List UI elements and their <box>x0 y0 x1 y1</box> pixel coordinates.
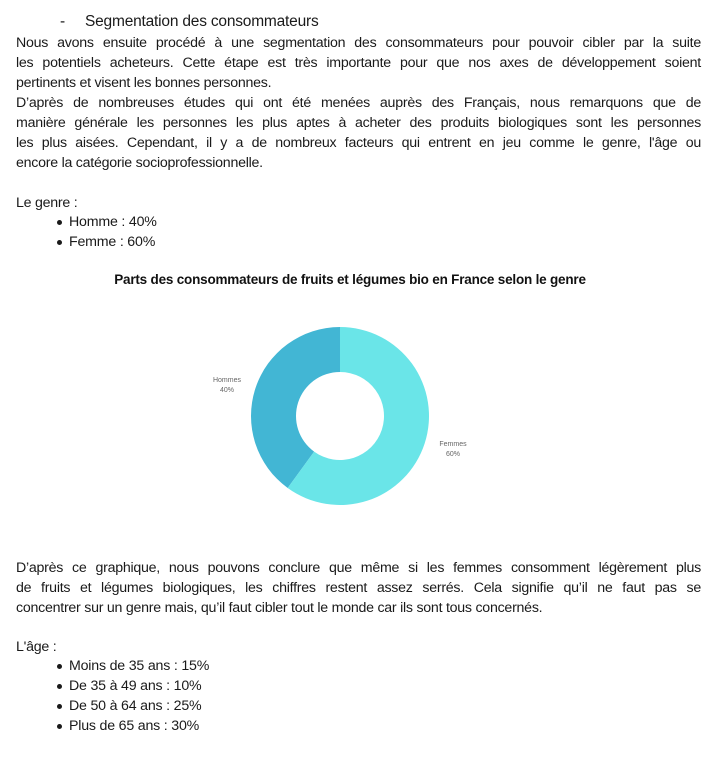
paragraph-line: manière générale les personnes les plus aptes à acheter des produits biologiques sont les personnes <box>16 115 701 131</box>
slice-label-femmes <box>431 440 475 460</box>
paragraph-line: Nous avons ensuite procédé à une segmentation des consommateurs pour pouvoir cibler par la suite <box>16 35 701 51</box>
slice-label-name: Femmes <box>439 441 467 448</box>
bullet-icon <box>57 684 62 689</box>
slice-label-value: 40% <box>219 387 234 394</box>
slice-label-value: 60% <box>445 451 460 458</box>
bullet-icon <box>57 704 62 709</box>
paragraph-line: les potentiels acheteurs. Cette étape est très importante pour que nos axes de développement soient <box>16 55 701 71</box>
donut-svg <box>0 300 717 540</box>
list-item <box>16 656 701 676</box>
bullet-icon <box>57 724 62 729</box>
section-title: Segmentation des consommateurs <box>85 13 319 30</box>
section-heading <box>16 12 701 34</box>
slice-label-hommes <box>205 376 249 396</box>
slice-label-name: Hommes <box>212 377 241 384</box>
bullet-icon <box>57 664 62 669</box>
list-item <box>16 676 701 696</box>
list-item-text: Plus de 65 ans : 30% <box>69 718 200 734</box>
list-item <box>16 696 701 716</box>
paragraph-line: les plus aisées. Cependant, il y a de nombreux facteurs qui entrent en jeu comme le genre, l'âge ou <box>16 135 701 151</box>
list-item <box>16 716 701 736</box>
list-item <box>16 232 701 252</box>
paragraph-line: concentrer sur un genre mais, qu’il faut cibler tout le monde car ils sont tous concernés. <box>16 600 543 616</box>
paragraph-line: pertinents et visent les bonnes personnes. <box>16 75 272 91</box>
gender-label: Le genre : <box>16 195 78 211</box>
list-item-text: Femme : 60% <box>69 234 156 250</box>
age-label: L'âge : <box>16 639 57 655</box>
list-item-text: Homme : 40% <box>69 214 157 230</box>
bullet-icon <box>57 220 62 225</box>
list-item-text: Moins de 35 ans : 15% <box>69 658 210 674</box>
chart-title: Parts des consommateurs de fruits et légumes bio en France selon le genre <box>114 272 586 287</box>
heading-dash: - <box>60 13 65 30</box>
list-item-text: De 50 à 64 ans : 25% <box>69 698 202 714</box>
list-item-text: De 35 à 49 ans : 10% <box>69 678 202 694</box>
paragraph-line: D’après de nombreuses études qui ont été menées auprès des Français, nous remarquons que de <box>16 95 701 111</box>
list-item <box>16 212 701 232</box>
paragraph-line: de fruits et légumes biologiques, les chiffres restent assez serrés. Cela signifie qu’il ne faut pas se <box>16 580 701 596</box>
paragraph-line: D’après ce graphique, nous pouvons conclure que même si les femmes consomment légèrement plus <box>16 560 701 576</box>
paragraph-line: encore la catégorie socioprofessionnelle. <box>16 155 263 171</box>
bullet-icon <box>57 240 62 245</box>
